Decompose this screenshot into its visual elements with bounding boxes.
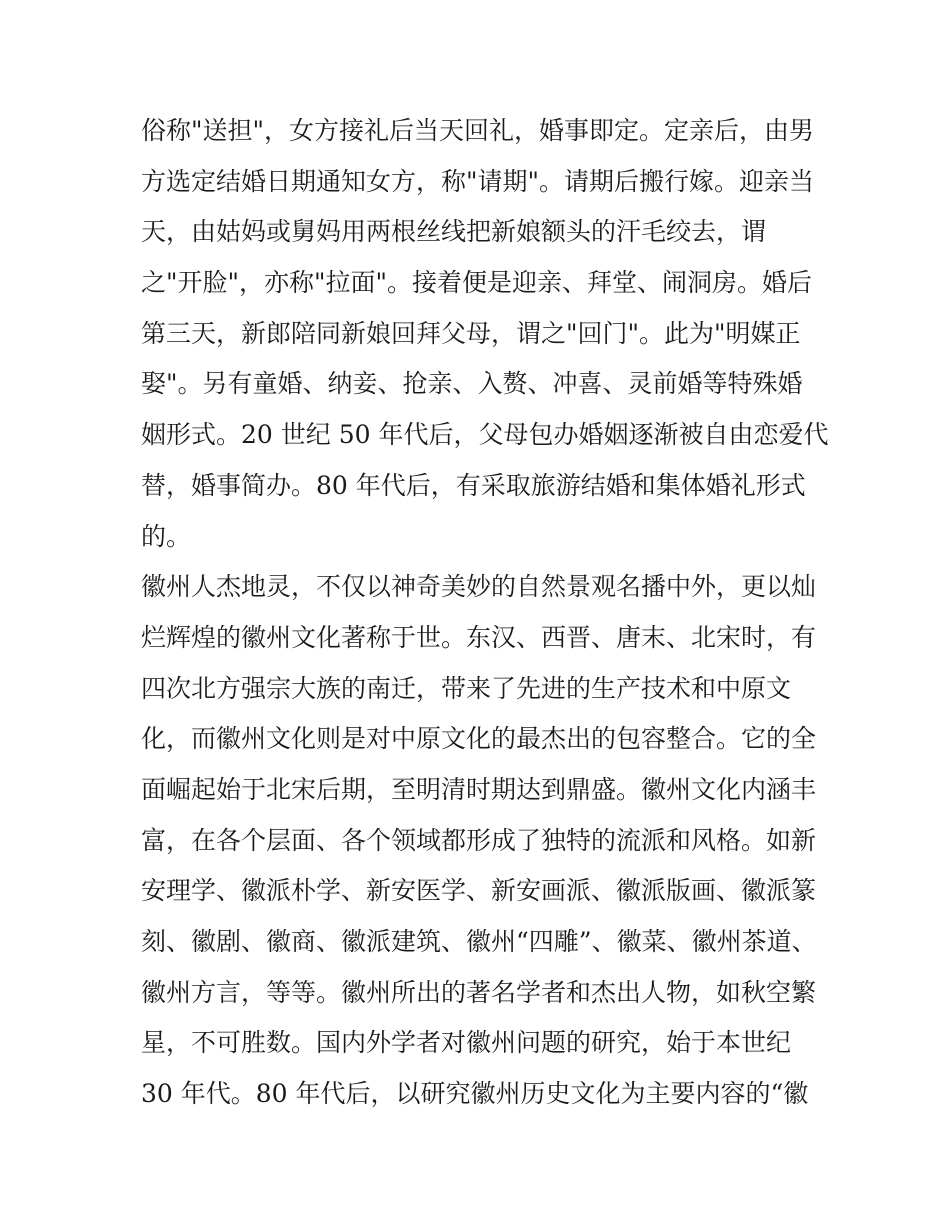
text-line: 星，不可胜数。国内外学者对徽州问题的研究，始于本世纪 bbox=[141, 1028, 792, 1058]
text-line: 安理学、徽派朴学、新安医学、新安画派、徽派版画、徽派篆 bbox=[141, 876, 817, 906]
text-line: 姻形式。20 世纪 50 年代后，父母包办婚姻逐渐被自由恋爱代 bbox=[141, 420, 829, 450]
text-line: 刻、徽剧、徽商、徽派建筑、徽州“四雕”、徽菜、徽州茶道、 bbox=[141, 927, 817, 956]
text-line: 徽州人杰地灵，不仅以神奇美妙的自然景观名播中外，更以灿 bbox=[141, 572, 817, 602]
text-line: 烂辉煌的徽州文化著称于世。东汉、西晋、唐末、北宋时，有 bbox=[141, 622, 817, 652]
text-line: 方选定结婚日期通知女方，称"请期"。请期后搬行嫁。迎亲当 bbox=[141, 166, 815, 196]
text-line: 天，由姑妈或舅妈用两根丝线把新娘额头的汗毛绞去，谓 bbox=[141, 217, 767, 247]
body-text bbox=[141, 106, 831, 1120]
text-line: 面崛起始于北宋后期，至明清时期达到鼎盛。徽州文化内涵丰 bbox=[141, 774, 817, 804]
text-line: 化，而徽州文化则是对中原文化的最杰出的包容整合。它的全 bbox=[141, 724, 817, 754]
text-line: 替，婚事简办。80 年代后，有采取旅游结婚和集体婚礼形式 bbox=[141, 470, 806, 500]
text-line: 娶"。另有童婚、纳妾、抢亲、入赘、冲喜、灵前婚等特殊婚 bbox=[141, 369, 803, 399]
text-line: 的。 bbox=[141, 521, 192, 551]
text-line: 俗称"送担"，女方接礼后当天回礼，婚事即定。定亲后，由男 bbox=[141, 116, 815, 145]
text-line: 徽州方言，等等。徽州所出的著名学者和杰出人物，如秋空繁 bbox=[141, 977, 817, 1007]
text-line: 富，在各个层面、各个领域都形成了独特的流派和风格。如新 bbox=[141, 825, 817, 855]
text-line: 之"开脸"，亦称"拉面"。接着便是迎亲、拜堂、闹洞房。婚后 bbox=[141, 268, 812, 298]
text-line: 30 年代。80 年代后，以研究徽州历史文化为主要内容的“徽 bbox=[141, 1079, 809, 1109]
text-line: 第三天，新郎陪同新娘回拜父母，谓之"回门"。此为"明媒正 bbox=[141, 318, 801, 348]
text-line: 四次北方强宗大族的南迁，带来了先进的生产技术和中原文 bbox=[141, 673, 792, 703]
